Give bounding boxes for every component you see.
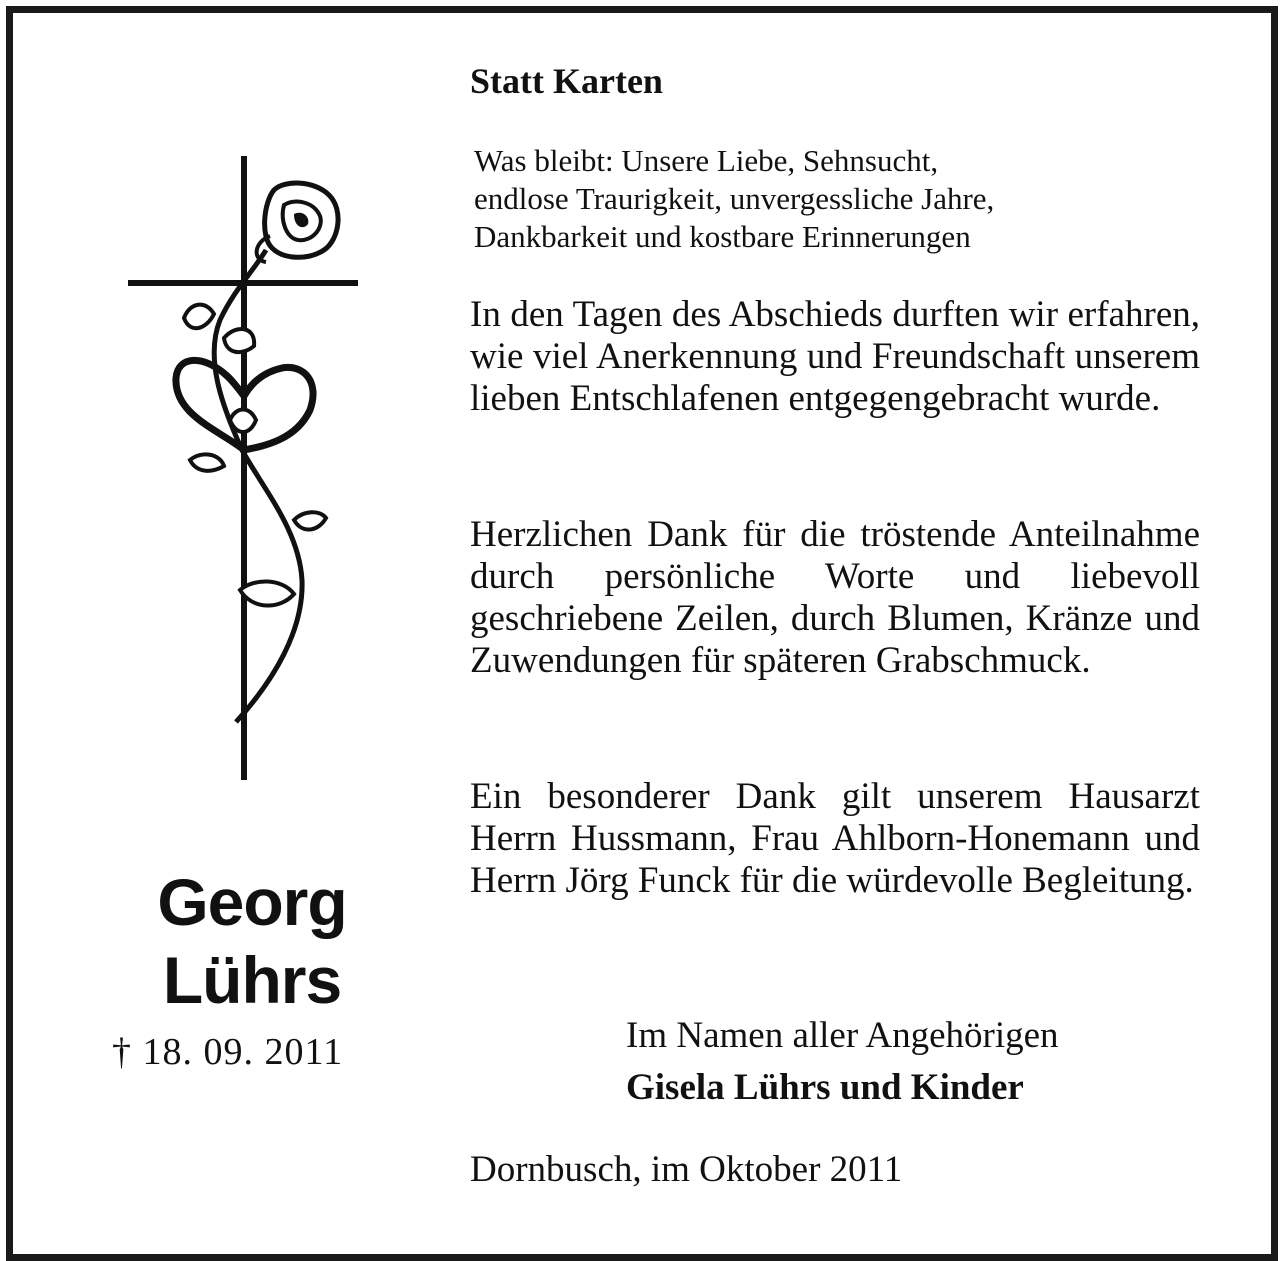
motto-line: endlose Traurigkeit, unvergessliche Jahre, bbox=[474, 181, 995, 216]
closing-line: Im Namen aller Angehörigen bbox=[626, 1015, 1059, 1056]
death-date: † 18. 09. 2011 bbox=[112, 1031, 344, 1073]
thanks-paragraph-special: Ein besonderer Dank gilt unserem Hausarzt Herrn Hussmann, Frau Ahlborn-Honemann und Herrn Jörg Funck für die würdevolle Begleitung. bbox=[470, 776, 1200, 901]
notice-heading: Statt Karten bbox=[470, 61, 663, 101]
motto-line: Dankbarkeit und kostbare Erinnerungen bbox=[474, 219, 971, 254]
deceased-last-name: Lührs bbox=[162, 943, 342, 1017]
motto-quote bbox=[474, 142, 1214, 256]
thanks-paragraph-condolences: In den Tagen des Abschieds durften wir erfahren, wie viel Anerkennung und Freundschaft unserem lieben Entschlafenen entgegengebracht wurde. bbox=[470, 294, 1200, 419]
place-and-date: Dornbusch, im Oktober 2011 bbox=[470, 1149, 903, 1190]
signature: Gisela Lührs und Kinder bbox=[626, 1067, 1024, 1108]
thanks-paragraph-sympathy: Herzlichen Dank für die tröstende Anteilnahme durch persönliche Worte und liebevoll geschriebene Zeilen, durch Blumen, Kränze und Zuwendungen für späteren Grabschmuck. bbox=[470, 514, 1200, 681]
cross-rose-heart-icon bbox=[124, 150, 364, 782]
deceased-first-name: Georg bbox=[157, 865, 347, 939]
motto-line: Was bleibt: Unsere Liebe, Sehnsucht, bbox=[474, 143, 939, 178]
